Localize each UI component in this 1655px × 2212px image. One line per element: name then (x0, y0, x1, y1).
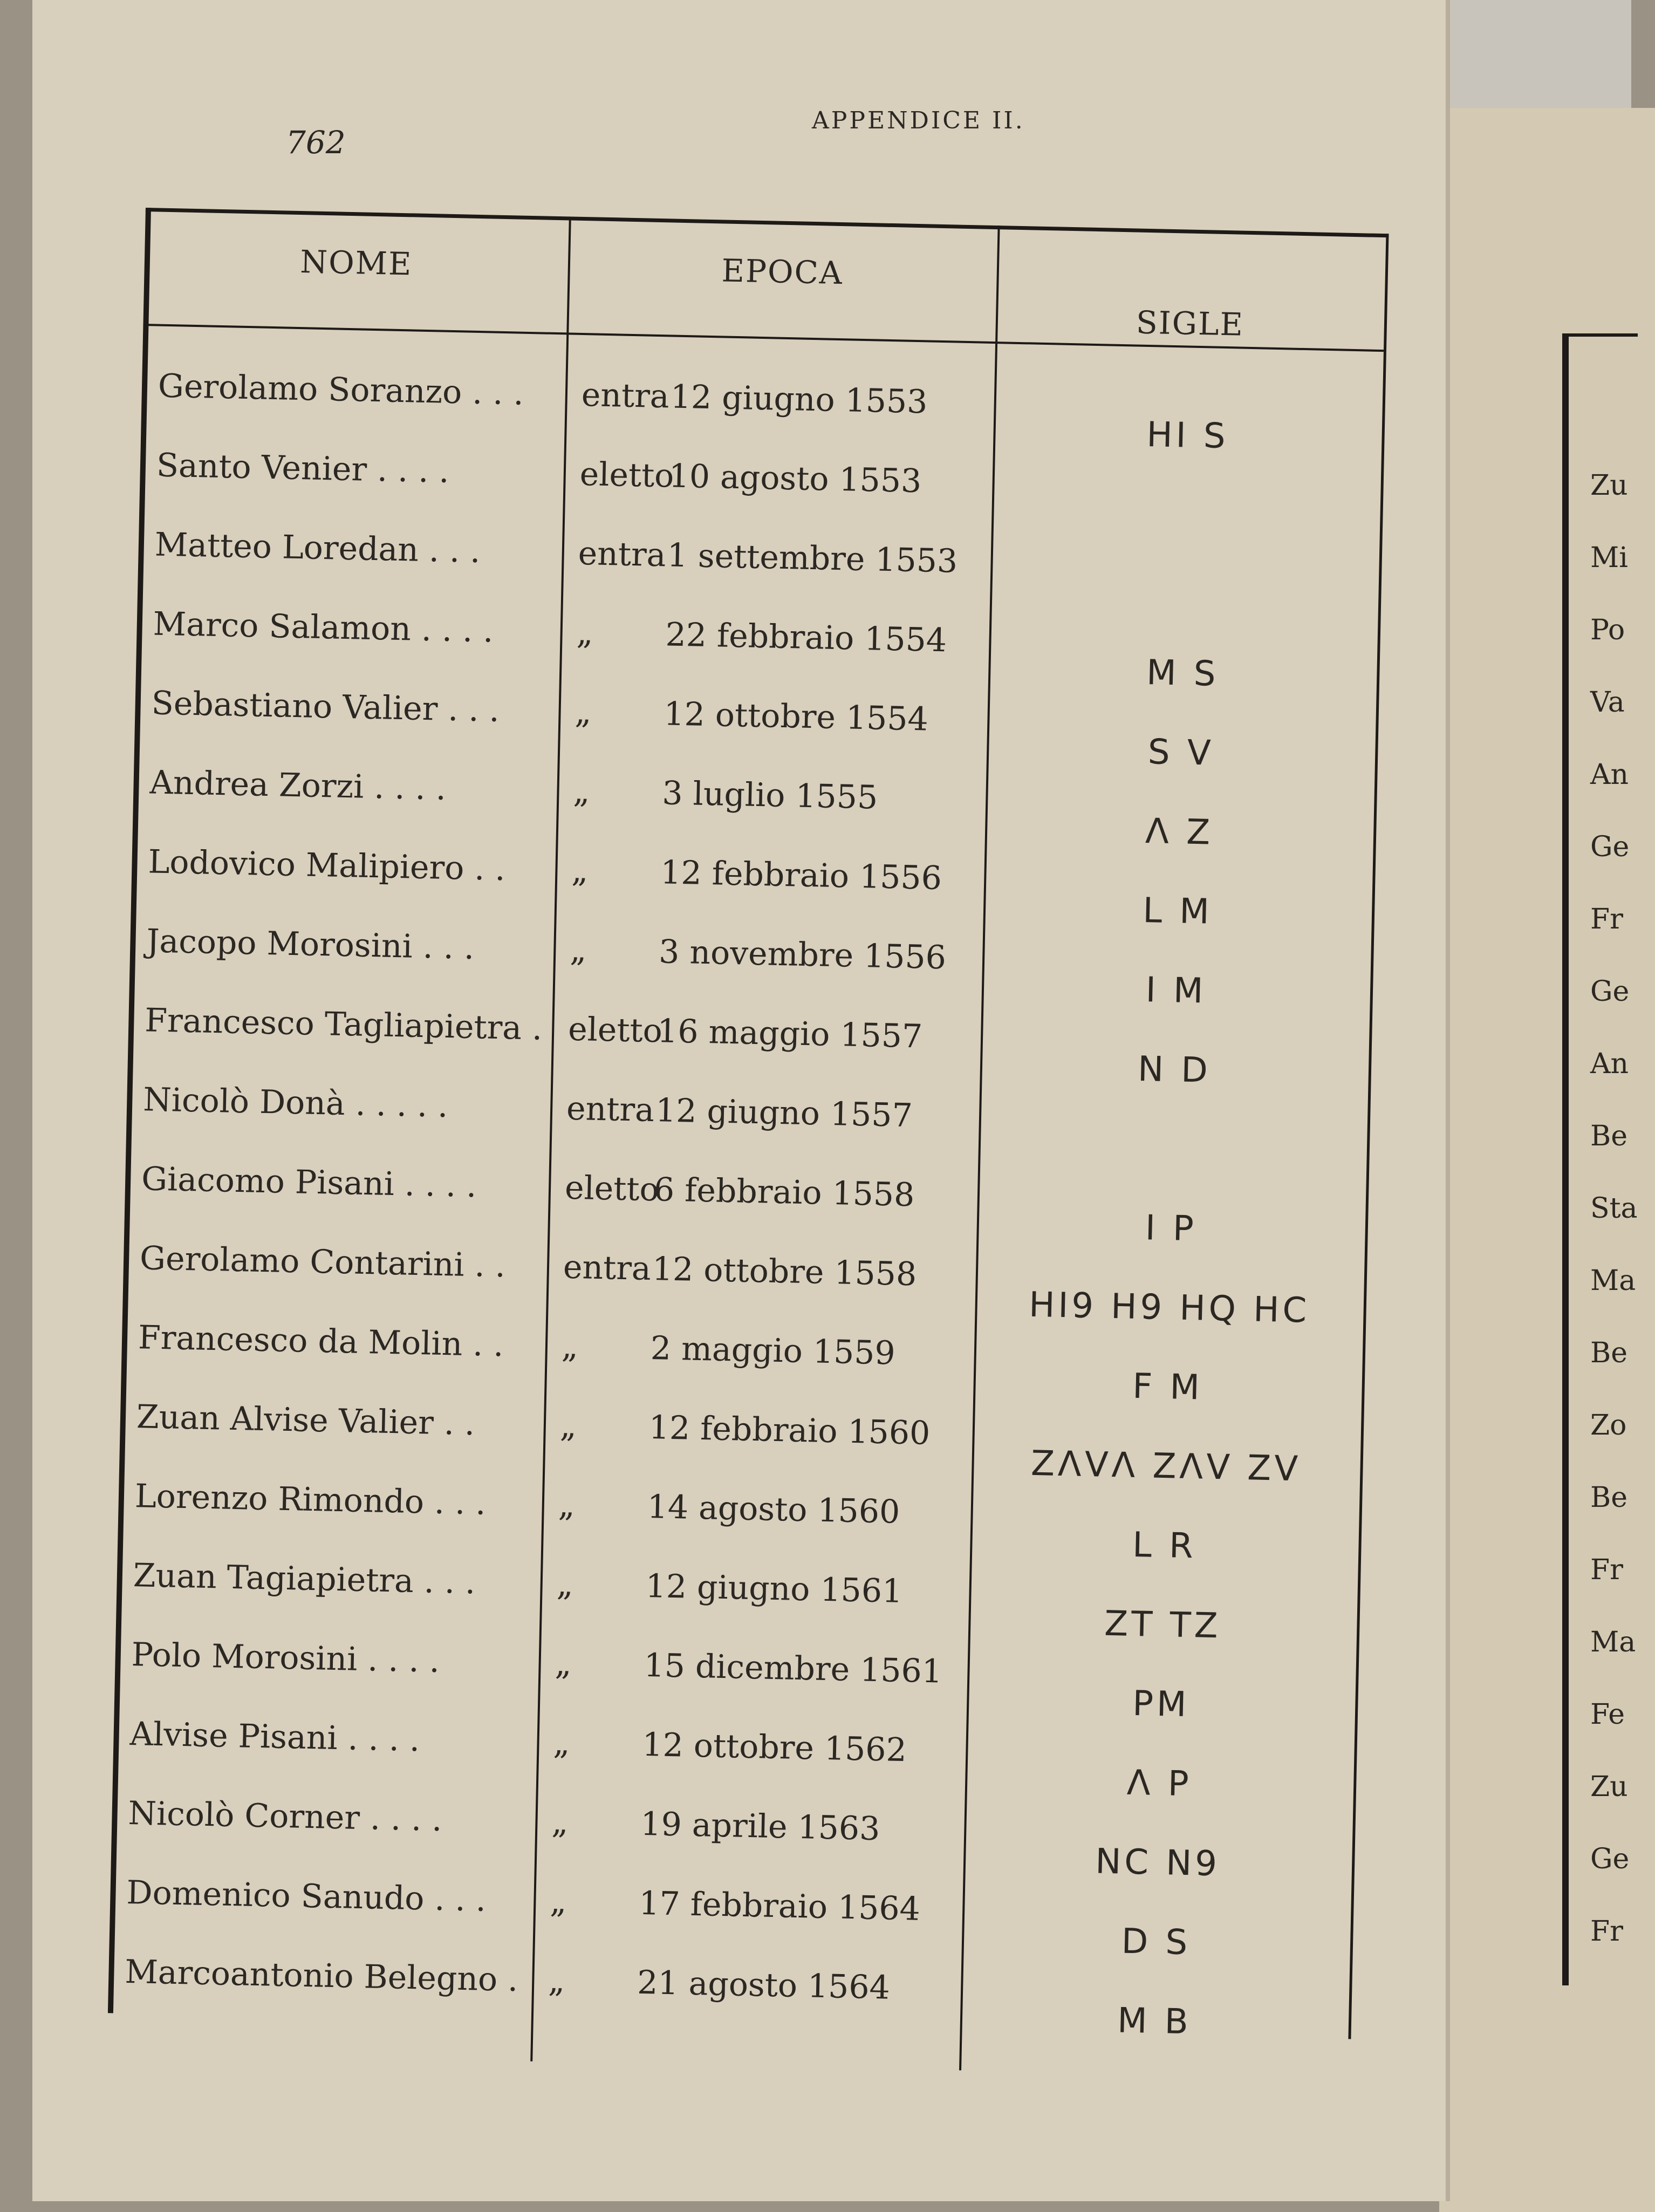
header-nome: NOME (299, 243, 413, 283)
date-cell: 3 luglio 1555 (661, 774, 878, 817)
event-cell: eletto (564, 1169, 660, 1209)
name-cell: Nicolò Corner . . . . (127, 1794, 443, 1839)
name-cell: Giacomo Pisani . . . . (141, 1160, 477, 1205)
date-cell: 12 ottobre 1554 (663, 695, 929, 739)
date-cell: 3 novembre 1556 (658, 933, 947, 977)
facing-page-name-fragment: Zo (1590, 1409, 1627, 1442)
name-cell: Jacopo Morosini . . . (146, 922, 475, 967)
name-cell: Lorenzo Rimondo . . . (134, 1477, 487, 1523)
event-cell: „ (576, 613, 594, 652)
name-cell: Marco Salamon . . . . (153, 605, 494, 650)
sigle-cell: D S (1121, 1921, 1191, 1963)
page-number: 762 (286, 124, 346, 161)
sigle-cell: I P (1145, 1208, 1198, 1250)
event-cell: „ (558, 1486, 576, 1525)
name-cell: Domenico Sanudo . . . (126, 1873, 487, 1919)
header-sigle: SIGLE (1136, 304, 1244, 343)
date-cell: 19 aprile 1563 (640, 1805, 881, 1848)
facing-page-name-fragment: Fe (1590, 1698, 1625, 1731)
event-cell: „ (571, 851, 589, 890)
facing-page-name-fragment: Mi (1590, 542, 1628, 574)
sigle-cell: M S (1146, 653, 1220, 694)
event-cell: „ (574, 693, 592, 732)
name-cell: Andrea Zorzi . . . . (149, 763, 447, 808)
name-cell: Gerolamo Contarini . . (139, 1239, 506, 1285)
facing-page-name-fragment: Be (1590, 1482, 1627, 1514)
event-cell: entra (566, 1089, 655, 1130)
date-cell: 12 ottobre 1562 (641, 1725, 907, 1770)
facing-page-name-fragment: Va (1590, 686, 1625, 719)
sigle-cell: ZΛVΛ ZΛV ZV (1030, 1443, 1302, 1490)
sigle-cell: S V (1147, 732, 1215, 774)
date-cell: 21 agosto 1564 (637, 1963, 891, 2007)
facing-page-name-fragment: Zu (1590, 1771, 1628, 1803)
sigle-cell: PM (1132, 1683, 1190, 1725)
facing-page-name-fragment: Ge (1590, 975, 1630, 1008)
name-cell: Francesco Tagliapietra . (144, 1001, 543, 1048)
facing-page-name-fragment: Be (1590, 1337, 1627, 1369)
sigle-cell: Λ P (1126, 1763, 1193, 1805)
sigle-cell: I M (1145, 970, 1207, 1012)
date-cell: 2 maggio 1559 (650, 1329, 896, 1373)
facing-page-name-fragment: Fr (1590, 1554, 1623, 1586)
name-cell: Francesco da Molin . . (138, 1319, 504, 1364)
facing-page-name-fragment: Ma (1590, 1626, 1636, 1658)
event-cell: „ (548, 1962, 566, 2000)
sigle-cell: NC N9 (1095, 1841, 1221, 1885)
event-cell: „ (549, 1882, 567, 1921)
event-cell: entra (581, 376, 670, 416)
sigle-cell: N D (1137, 1049, 1212, 1091)
sigle-cell: L M (1142, 891, 1213, 932)
event-cell: entra (563, 1248, 652, 1288)
name-cell: Alvise Pisani . . . . (129, 1715, 420, 1759)
facing-page-name-fragment: Ge (1590, 831, 1630, 863)
facing-page-name-fragment: Sta (1590, 1192, 1638, 1225)
sigle-cell: ZT TZ (1104, 1603, 1222, 1647)
event-cell: „ (551, 1803, 569, 1842)
event-cell: eletto (579, 455, 675, 495)
name-cell: Santo Venier . . . . (156, 446, 450, 490)
sigle-cell: HI9 H9 HQ HC (1028, 1285, 1310, 1331)
date-cell: 17 febbraio 1564 (638, 1884, 921, 1928)
date-cell: 14 agosto 1560 (647, 1488, 900, 1531)
header-epoca: EPOCA (721, 252, 844, 292)
date-cell: 12 giugno 1557 (655, 1091, 913, 1135)
event-cell: „ (552, 1724, 571, 1763)
facing-page-names (1590, 469, 1638, 1988)
name-cell: Matteo Loredan . . . (154, 525, 481, 571)
name-cell: Polo Morosini . . . . (131, 1636, 440, 1680)
facing-page-name-fragment: Zu (1590, 469, 1628, 502)
sigle-cell: M B (1117, 2001, 1192, 2043)
facing-page-name-fragment: Po (1590, 614, 1625, 646)
sigle-cell (992, 491, 1380, 499)
running-head: APPENDICE II. (812, 107, 1025, 134)
date-cell: 12 giugno 1553 (670, 378, 928, 421)
date-cell: 12 febbraio 1560 (648, 1409, 931, 1452)
date-cell: 15 dicembre 1561 (643, 1646, 943, 1691)
event-cell: „ (559, 1407, 577, 1445)
date-cell: 12 giugno 1561 (645, 1567, 903, 1610)
event-cell: „ (572, 772, 591, 811)
name-cell: Marcoantonio Belegno . (124, 1952, 518, 1999)
name-cell: Sebastiano Valier . . . (151, 684, 500, 729)
facing-page-name-fragment: Ge (1590, 1843, 1630, 1875)
facing-table-top-rule (1562, 333, 1638, 337)
name-cell: Zuan Alvise Valier . . (136, 1398, 475, 1443)
sigle-cell: HI S (1146, 414, 1229, 457)
facing-page-name-fragment: An (1590, 759, 1629, 791)
event-cell: „ (554, 1644, 572, 1683)
name-cell: Zuan Tagiapietra . . . (133, 1556, 476, 1602)
facing-page-name-fragment: An (1590, 1048, 1629, 1080)
event-cell: eletto (567, 1010, 663, 1050)
name-cell: Gerolamo Soranzo . . . (158, 367, 524, 413)
name-cell: Nicolò Donà . . . . . (142, 1081, 449, 1125)
facing-page-name-fragment: Fr (1590, 1915, 1623, 1948)
facing-table-left-rule (1562, 334, 1569, 1985)
sigle-cell: L R (1132, 1525, 1197, 1567)
sigle-cell (979, 1125, 1367, 1134)
event-cell: „ (569, 931, 587, 970)
sigle-cell (990, 570, 1379, 578)
sigle-cell: F M (1132, 1366, 1203, 1408)
sigle-cell: Λ Z (1145, 811, 1214, 853)
name-cell: Lodovico Malipiero . . (147, 843, 506, 889)
date-cell: 22 febbraio 1554 (665, 616, 947, 660)
date-cell: 12 febbraio 1556 (660, 854, 942, 898)
facing-page-name-fragment: Be (1590, 1120, 1627, 1152)
event-cell: „ (561, 1327, 579, 1366)
date-cell: 16 maggio 1557 (656, 1012, 923, 1056)
date-cell: 1 settembre 1553 (666, 536, 958, 581)
doge-councillors-table (107, 208, 1402, 2079)
date-cell: 10 agosto 1553 (668, 457, 922, 501)
event-cell: entra (578, 534, 667, 575)
date-cell: 12 ottobre 1558 (652, 1250, 917, 1294)
facing-page-name-fragment: Fr (1590, 903, 1623, 936)
event-cell: „ (556, 1565, 574, 1604)
facing-page-name-fragment: Ma (1590, 1265, 1636, 1297)
date-cell: 6 febbraio 1558 (653, 1171, 915, 1214)
